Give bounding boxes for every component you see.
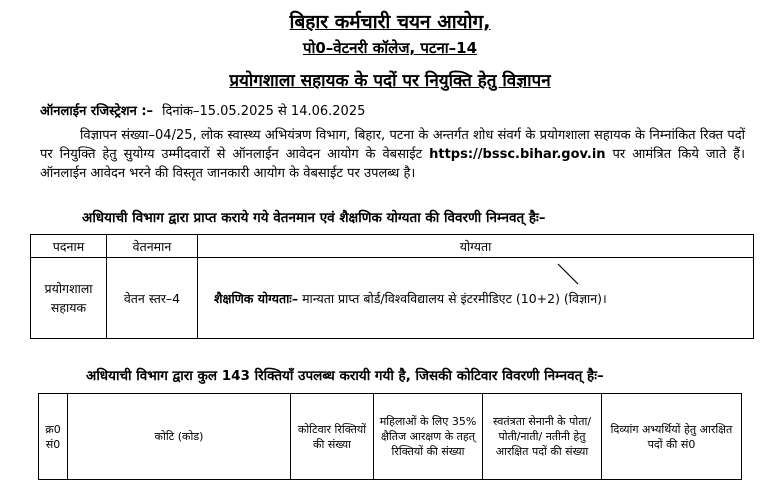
intro-text-1: विज्ञापन संख्या–04/25, लोक स्वास्थ्य अभियंत्रण विभाग, बिहार, पटना के अन्तर्गत शोध संवर्ग के प्रयोगशाला सहायक के निम्नांकित रिक्त पदों पर नियुक्ति हेतु सुयोग्य उम्मीदवारों से ऑनलाईन आवेदन आयोग के वेबसाईट: [40, 128, 745, 162]
advertisement-title: प्रयोगशाला सहायक के पदों पर नियुक्ति हेतु विज्ञापन: [229, 71, 551, 91]
col-header-freedom-fighter: स्वतंत्रता सेनानी के पोता/पोती/नाती/ नतीनी हेतु आरक्षित पदों की संख्या: [483, 394, 602, 480]
registration-dates: दिनांक–15.05.2025 से 14.06.2025: [162, 104, 366, 119]
col-header-qualification: योग्यता: [198, 235, 754, 258]
col-header-disabled: दिव्यांग अभ्यर्थियों हेतु आरक्षित पदों की सं0: [602, 394, 742, 480]
cell-pay: वेतन स्तर–4: [107, 258, 198, 339]
intro-paragraph: [40, 126, 745, 183]
section1-heading: अधियाची विभाग द्वारा प्राप्त कराये गये वेतनमान एवं शैक्षणिक योग्यता की विवरणी निम्नवत् हैः–: [82, 210, 546, 226]
org-name: बिहार कर्मचारी चयन आयोग,: [289, 11, 491, 33]
col-header-category-vacancies: कोटिवार रिक्तियों की संख्या: [291, 394, 374, 480]
table-header-row: [39, 394, 742, 480]
registration-line: [40, 101, 365, 119]
pen-mark-icon: [556, 262, 586, 290]
qualification-text: मान्यता प्राप्त बोर्ड/विश्वविद्यालय से इंटरमीडिएट (10+2) (विज्ञान)।: [302, 290, 607, 306]
cell-qualification: [198, 258, 754, 339]
col-header-pay: वेतनमान: [107, 235, 198, 258]
category-vacancy-table: [38, 393, 742, 480]
col-header-serial: क्र0 सं0: [39, 394, 68, 480]
col-header-post: पदनाम: [31, 235, 107, 258]
org-address: पो0–वेटनरी कॉलेज, पटना–14: [302, 39, 478, 57]
cell-post: प्रयोगशाला सहायक: [31, 258, 107, 339]
table-header-row: [31, 235, 754, 258]
website-link[interactable]: https://bssc.bihar.gov.in: [429, 147, 606, 162]
registration-label: ऑनलाईन रजिस्ट्रेशन :–: [40, 104, 154, 119]
pay-qualification-table: [30, 234, 754, 339]
intro-text-2: पर आमंत्रित किये जाते हैं। ऑनलाईन आवेदन भरने की विस्तृत जानकारी आयोग के वेबसाईट पर उपलब्ध है।: [40, 147, 745, 181]
section2-heading: अधियाची विभाग द्वारा कुल 143 रिक्तियाँ उपलब्ध करायी गयी है, जिसकी कोटिवार विवरणी निम्नवत् हैः–: [86, 368, 604, 384]
col-header-category: कोटि (कोड): [68, 394, 291, 480]
col-header-women-reservation: महिलाओं के लिए 35% क्षैतिज आरक्षण के तहत् रिक्तियों की संख्या: [374, 394, 483, 480]
table-row: [31, 258, 754, 339]
qualification-label: शैक्षणिक योग्यताः–: [214, 290, 299, 306]
